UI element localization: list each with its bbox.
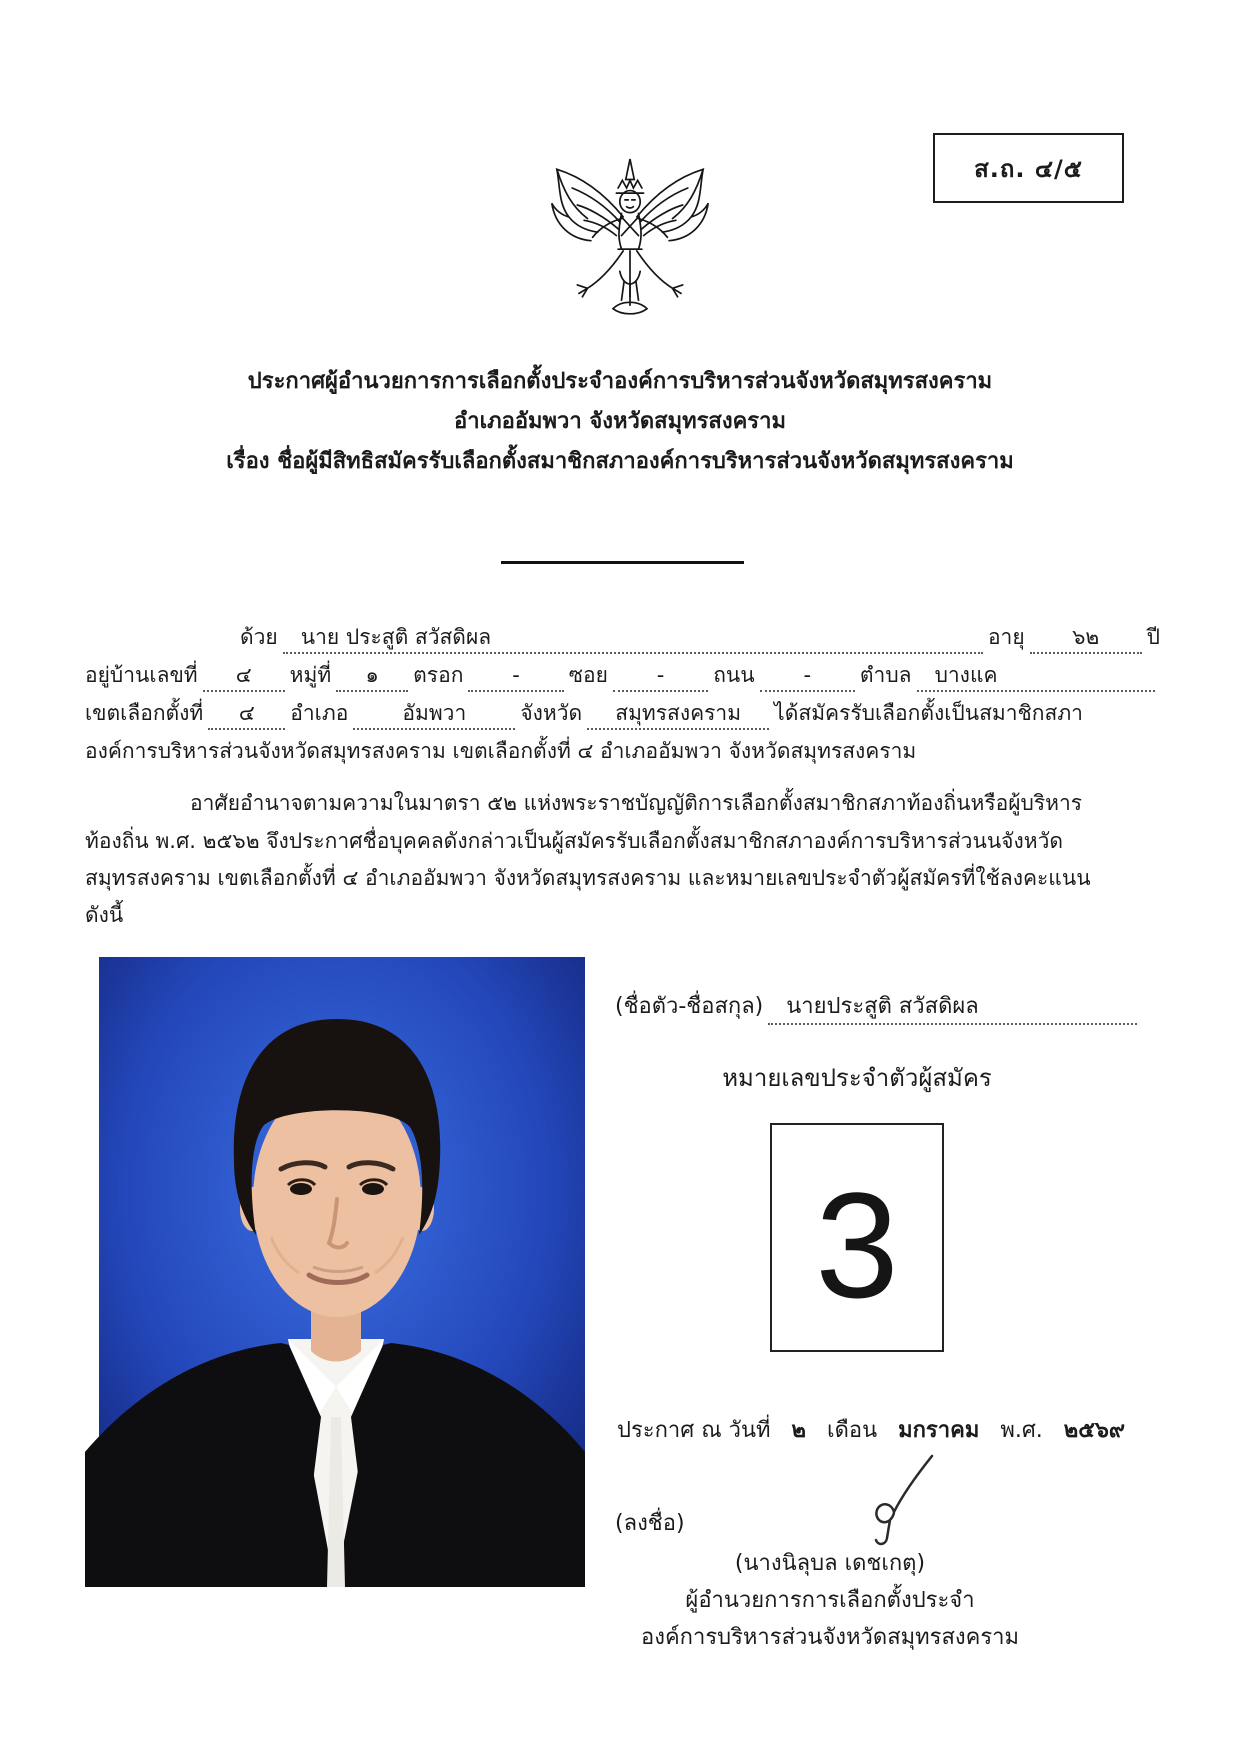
title-line3: เรื่อง ชื่อผู้มีสิทธิสมัครรับเลือกตั้งสมาชิกสภาองค์การบริหารส่วนจังหวัดสมุทรสงคราม [226,449,1014,474]
candidate-number-label: หมายเลขประจำตัวผู้สมัคร [722,1064,992,1092]
signature-handwriting [850,1452,945,1552]
signer-title-1: ผู้อำนวยการการเลือกตั้งประจำ [685,1588,975,1613]
soi-label: ซอย [568,663,608,687]
form-code-box [933,133,1124,203]
zone-label: เขตเลือกตั้งที่ [85,701,204,725]
sign-label: (ลงชื่อ) [615,1511,685,1536]
field-trok: - [468,660,563,692]
announcement-line [617,1412,1125,1447]
body-line-1 [85,622,1160,652]
year-label: ปี [1146,625,1160,649]
title-block [80,362,1160,482]
announce-prefix: ประกาศ ณ วันที่ [617,1418,771,1443]
signer-block [615,1545,1045,1656]
body-line-3 [85,698,1160,728]
signer-title-2: องค์การบริหารส่วนจังหวัดสมุทรสงคราม [640,1625,1020,1650]
province-label: จังหวัด [520,701,583,725]
announce-era-label: พ.ศ. [1000,1418,1043,1443]
duay-label: ด้วย [240,625,278,649]
field-province: สมุทรสงคราม [587,698,769,730]
age-label: อายุ [987,625,1025,649]
field-candidate-fullname: นายประสูติ สวัสดิผล [768,988,1137,1025]
field-tambon: บางแค [917,660,1155,692]
field-age: ๖๒ [1030,622,1142,654]
body-line-2 [85,660,1160,690]
candidate-name-label: (ชื่อตัว-ชื่อสกุล) [615,994,764,1019]
announce-day: ๒ [791,1418,807,1443]
moo-label: หมู่ที่ [289,663,332,687]
field-road: - [760,660,855,692]
tambon-label: ตำบล [859,663,912,687]
announce-year: ๒๕๖๙ [1063,1418,1126,1443]
field-house-no: ๔ [203,660,285,692]
para2-line-3: สมุทรสงคราม เขตเลือกตั้งที่ ๔ อำเภออัมพวา จังหวัดสมุทรสงคราม และหมายเลขประจำตัวผู้สมัครที่ใช้ลงคะแนน [85,866,1091,890]
title-divider [501,561,744,564]
applied-tail-text: ได้สมัครรับเลือกตั้งเป็นสมาชิกสภา [774,701,1083,725]
form-code-text: ส.ถ. ๔/๕ [974,154,1083,183]
announce-month: มกราคม [898,1418,980,1443]
field-moo: ๑ [336,660,408,692]
field-amphoe: อัมพวา [353,698,515,730]
title-line1: ประกาศผู้อำนวยการการเลือกตั้งประจำองค์การบริหารส่วนจังหวัดสมุทรสงคราม [247,369,993,394]
candidate-number: 3 [815,1160,899,1329]
para2-line-1: อาศัยอำนาจตามความในมาตรา ๕๒ แห่งพระราชบัญญัติการเลือกตั้งสมาชิกสภาท้องถิ่นหรือผู้บริหาร [190,791,1083,815]
title-line2: อำเภออัมพวา จังหวัดสมุทรสงคราม [454,409,786,434]
candidate-name-row [615,988,1142,1020]
field-soi: - [613,660,708,692]
house-label: อยู่บ้านเลขที่ [85,663,198,687]
field-zone: ๔ [208,698,285,730]
candidate-photo [85,947,585,1587]
amphoe-label: อำเภอ [290,701,349,725]
para2-line-2: ท้องถิ่น พ.ศ. ๒๕๖๒ จึงประกาศชื่อบุคคลดังกล่าวเป็นผู้สมัครรับเลือกตั้งสมาชิกสภาองค์การบริหารส่วนนจังหวัด [85,829,1064,853]
trok-label: ตรอก [413,663,464,687]
candidate-number-box [770,1123,944,1352]
field-candidate-name: นาย ประสูติ สวัสดิผล [283,622,983,654]
garuda-emblem [545,148,715,330]
signer-name: (นางนิลุบล เดชเกตุ) [734,1551,926,1576]
road-label: ถนน [713,663,755,687]
announce-month-label: เดือน [827,1418,878,1443]
body-line-4: องค์การบริหารส่วนจังหวัดสมุทรสงคราม เขตเลือกตั้งที่ ๔ อำเภออัมพวา จังหวัดสมุทรสงคราม [85,739,917,763]
para2-line-4: ดังนี้ [85,903,124,927]
